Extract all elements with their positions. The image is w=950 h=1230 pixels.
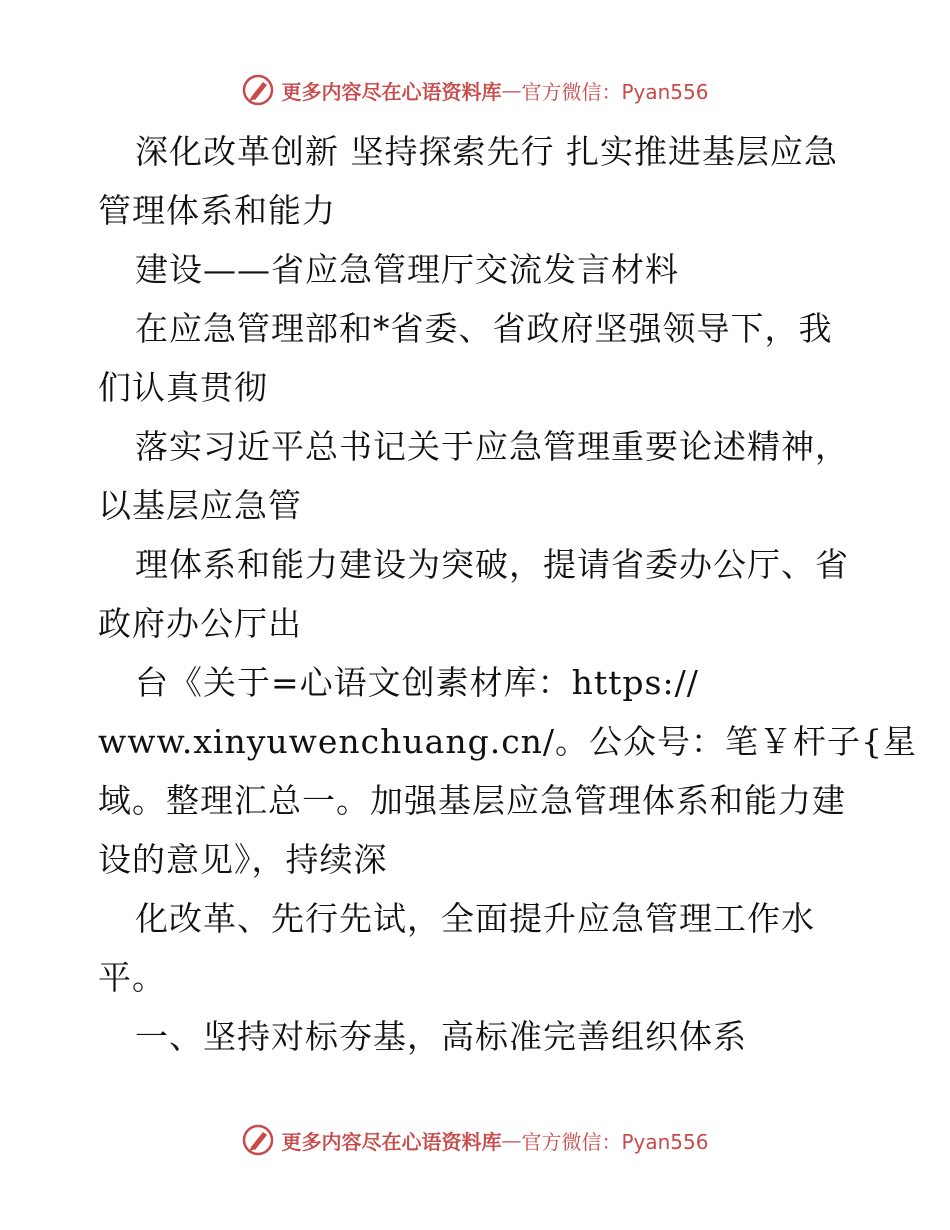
subtitle-line: 建设——省应急管理厅交流发言材料	[135, 250, 679, 289]
document-body	[98, 122, 918, 1066]
header-banner	[0, 70, 950, 110]
paragraph-line: 在应急管理部和*省委、省政府坚强领导下，我	[135, 309, 833, 348]
pen-logo-icon	[241, 1123, 275, 1157]
title-line-1: 深化改革创新 坚持探索先行 扎实推进基层应急	[135, 132, 838, 171]
pen-logo-icon	[241, 73, 275, 107]
title-line-2: 管理体系和能力	[98, 191, 336, 230]
paragraph-line: 台《关于=心语文创素材库：https://	[135, 663, 699, 702]
paragraph-line: 域。整理汇总一。加强基层应急管理体系和能力建	[98, 781, 846, 820]
paragraph-line: 们认真贯彻	[98, 368, 268, 407]
paragraph-line: 平。	[98, 958, 166, 997]
paragraph-line: 设的意见》，持续深	[98, 840, 388, 879]
section-heading: 一、坚持对标夯基，高标准完善组织体系	[135, 1017, 747, 1056]
banner-contact: 官方微信：Pyan556	[521, 1129, 709, 1154]
paragraph-line: 落实习近平总书记关于应急管理重要论述精神，	[135, 427, 849, 466]
footer-banner	[0, 1120, 950, 1160]
paragraph-line: 政府办公厅出	[98, 604, 302, 643]
paragraph-line: 以基层应急管	[98, 486, 302, 525]
paragraph-line: 理体系和能力建设为突破，提请省委办公厅、省	[135, 545, 849, 584]
banner-title: 更多内容尽在心语资料库	[281, 79, 502, 104]
paragraph-line: 化改革、先行先试，全面提升应急管理工作水	[135, 899, 815, 938]
banner-title: 更多内容尽在心语资料库	[281, 1129, 502, 1154]
banner-dash: —	[501, 78, 522, 102]
banner-contact: 官方微信：Pyan556	[521, 79, 709, 104]
paragraph-line: www.xinyuwenchuang.cn/。公众号：笔￥杆子{星	[98, 722, 918, 761]
banner-dash: —	[501, 1128, 522, 1152]
